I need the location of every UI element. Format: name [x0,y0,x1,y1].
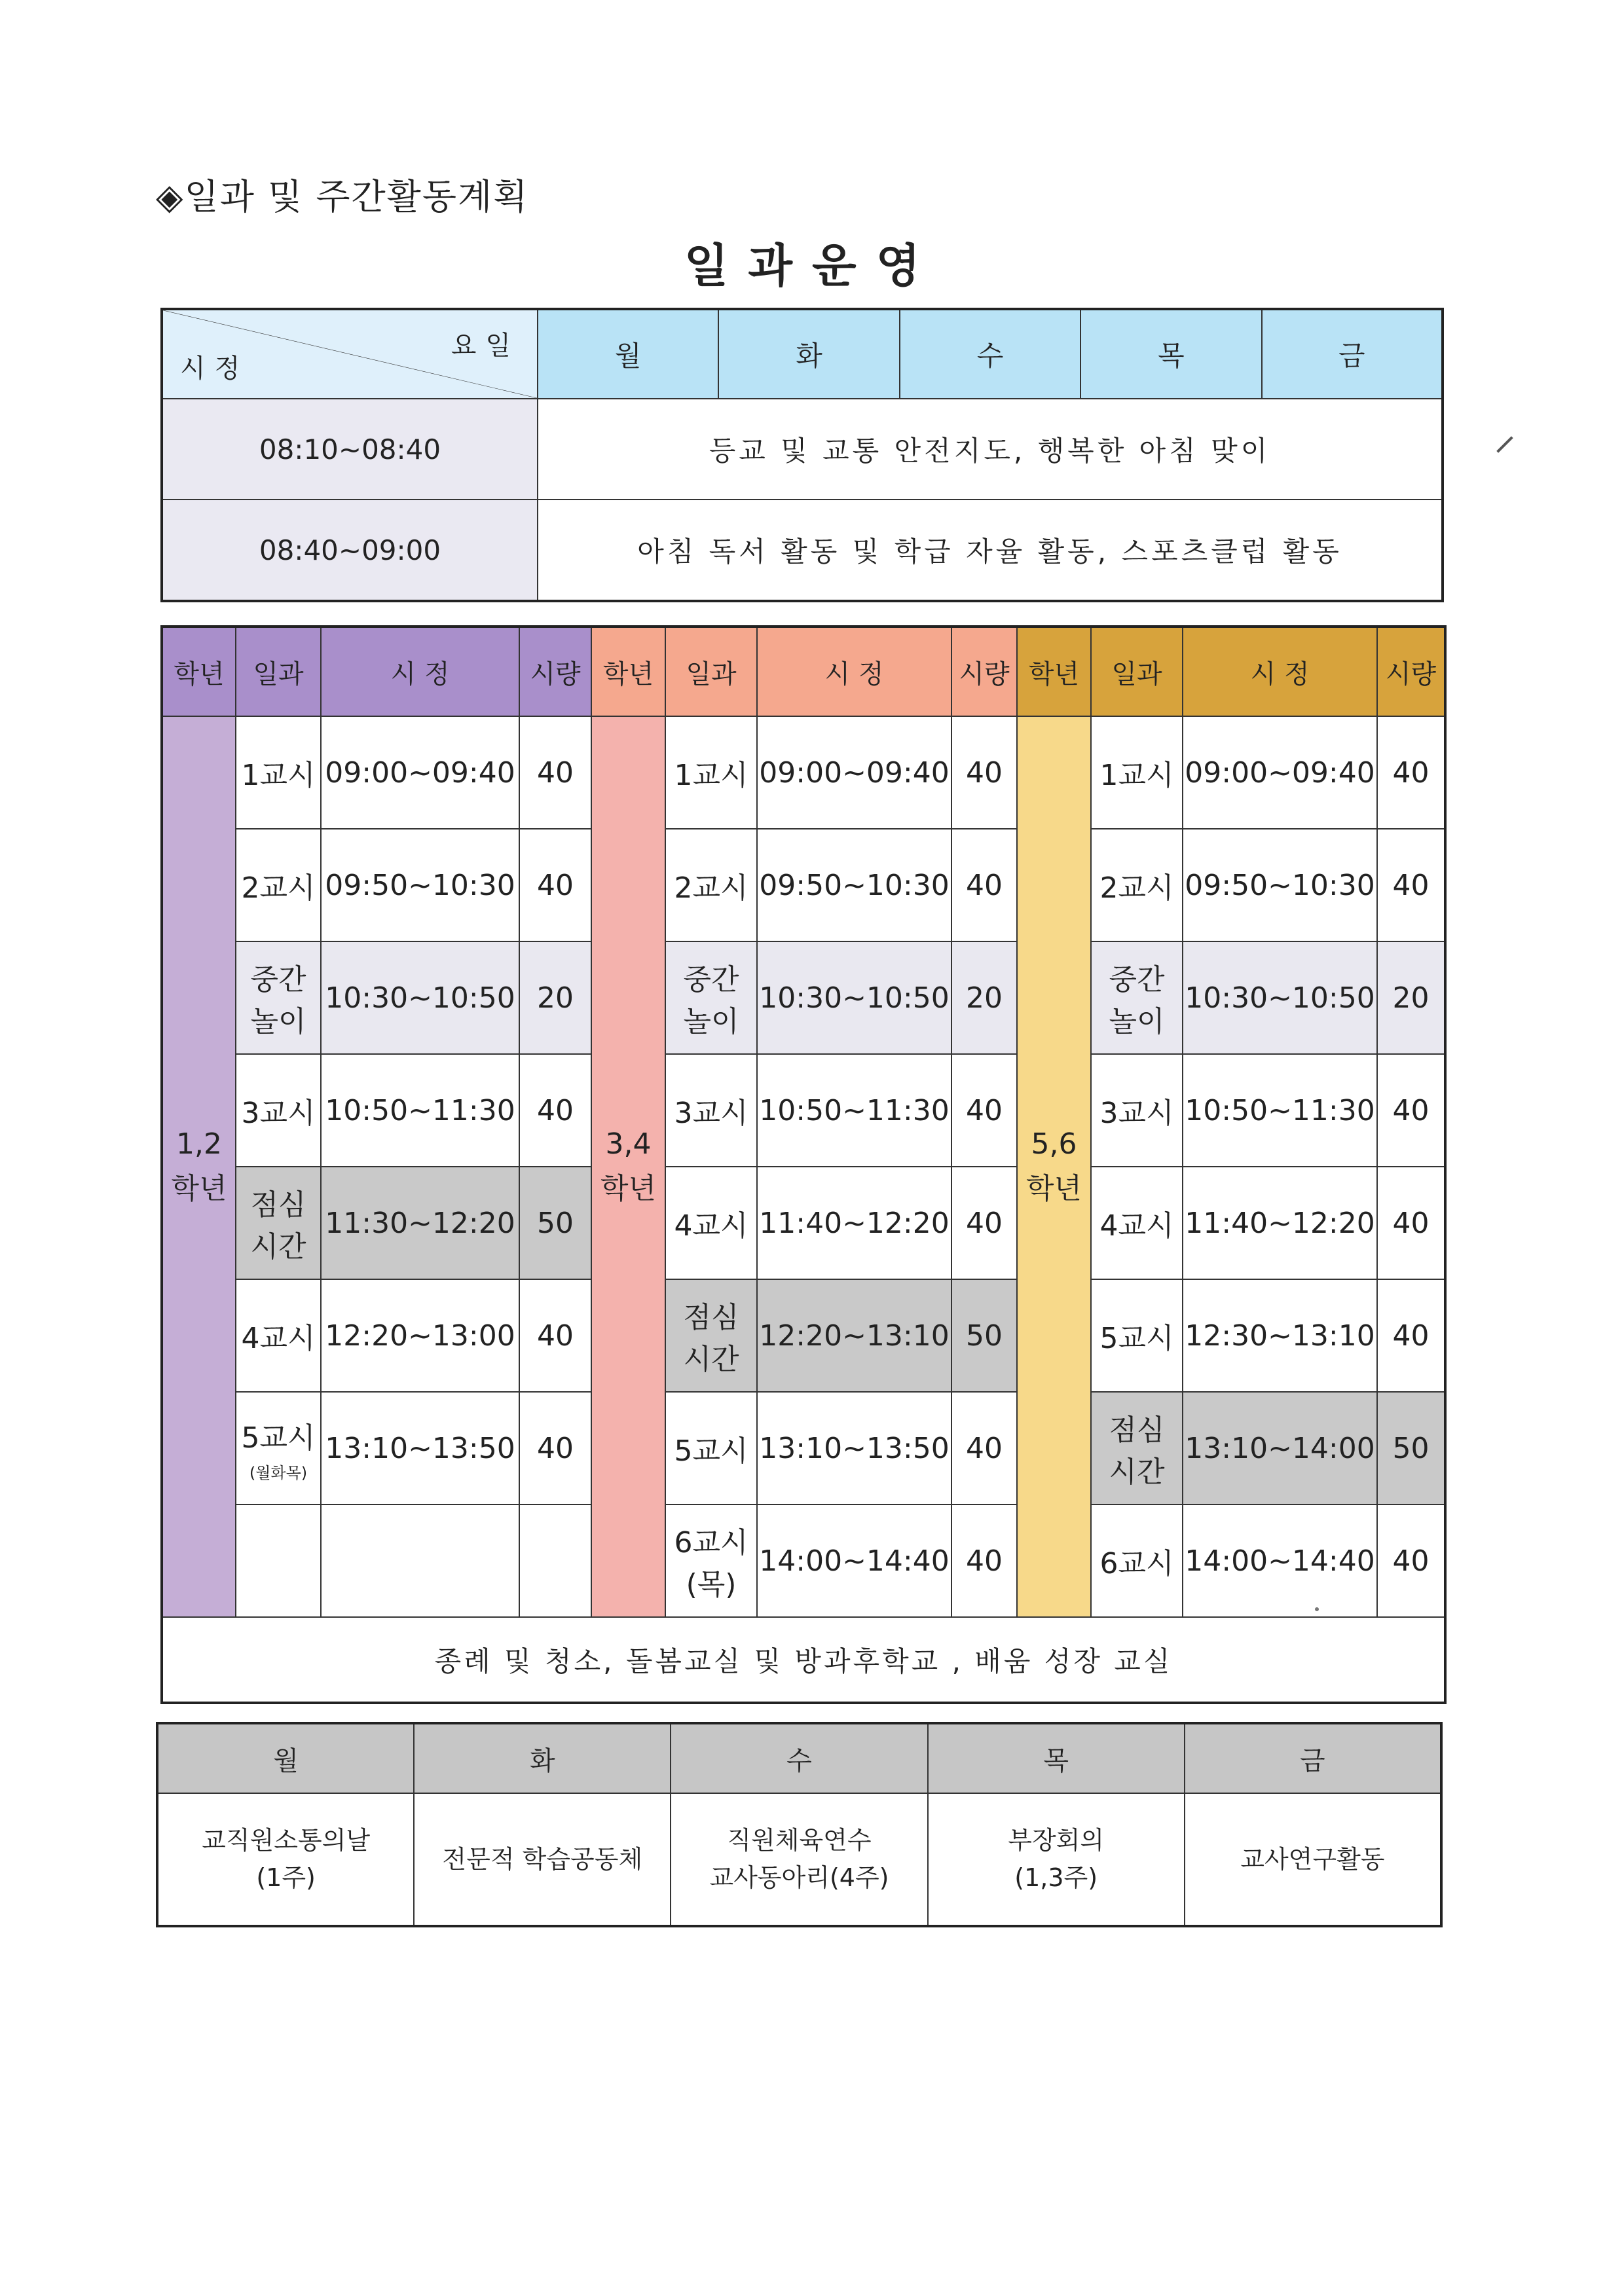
activity-line: 교직원소통의날 [202,1826,371,1855]
weekly-activity-cell [671,1793,927,1926]
period-cell [1091,829,1183,941]
time-cell: 09:00~09:40 [757,716,951,829]
period-label: 점심 시간 [1109,1413,1165,1489]
minutes-header: 시량 [519,627,591,716]
pen-mark [1496,436,1513,452]
minutes-cell: 40 [1377,1054,1445,1167]
grade-schedule-table [160,625,1447,1704]
activity-line: 직원체육연수 [727,1826,872,1855]
period-cell [665,716,757,829]
time-cell: 09:00~09:40 [1183,716,1377,829]
period-cell [1091,1279,1183,1392]
period-label: 2교시 [241,871,316,905]
weekly-activity-cell [1185,1793,1441,1926]
period-label: 점심 시간 [250,1188,306,1264]
period-label: 점심 시간 [683,1301,739,1376]
period-label: 4교시 [1099,1209,1174,1243]
period-cell [236,829,321,941]
section-title: ◈일과 및 주간활동계획 [156,176,529,217]
period-label: 1교시 [674,759,748,792]
grade-cell: 1,2 학년 [162,716,236,1617]
minutes-cell: 40 [951,1167,1017,1279]
day-header: 화 [718,309,899,399]
period-header: 일과 [1091,627,1183,716]
time-cell: 12:30~13:10 [1183,1279,1377,1392]
period-cell [665,1279,757,1392]
day-header: 목 [1080,309,1261,399]
day-header: 월 [538,309,718,399]
period-cell [236,1504,321,1617]
time-cell: 13:10~13:50 [321,1392,519,1504]
time-cell: 10:30~10:50 [1183,941,1377,1054]
period-header: 일과 [665,627,757,716]
period-cell [665,941,757,1054]
day-label: 요일 [451,331,520,361]
day-header: 금 [1262,309,1443,399]
scan-dot [1315,1607,1319,1611]
period-label: 6교시 (목) [674,1526,748,1601]
period-label: 5교시 [674,1434,748,1468]
time-cell: 11:40~12:20 [1183,1167,1377,1279]
minutes-cell: 40 [519,1392,591,1504]
period-label: 5교시 [241,1421,316,1455]
schedule-label: 시정 [180,354,249,384]
minutes-cell: 40 [519,1054,591,1167]
activity-line: (1,3주) [1014,1863,1098,1892]
time-cell: 14:00~14:40 [757,1504,951,1617]
minutes-cell: 20 [951,941,1017,1054]
time-header: 시 정 [321,627,519,716]
time-cell: 09:50~10:30 [321,829,519,941]
minutes-cell [519,1504,591,1617]
time-cell: 08:10~08:40 [162,399,538,500]
time-cell: 11:40~12:20 [757,1167,951,1279]
period-cell [236,1279,321,1392]
minutes-cell: 20 [1377,941,1445,1054]
time-cell: 14:00~14:40 [1183,1504,1377,1617]
minutes-cell: 40 [1377,1504,1445,1617]
period-cell [1091,1167,1183,1279]
day-header: 수 [900,309,1080,399]
time-cell: 11:30~12:20 [321,1167,519,1279]
grade-cell: 5,6 학년 [1017,716,1091,1617]
period-cell [1091,1054,1183,1167]
time-cell: 10:50~11:30 [1183,1054,1377,1167]
weekday-header: 목 [928,1723,1185,1793]
time-cell: 10:30~10:50 [757,941,951,1054]
minutes-cell: 50 [1377,1392,1445,1504]
period-label: 5교시 [1099,1322,1174,1355]
activity-line: 교사연구활동 [1240,1844,1385,1874]
minutes-cell: 40 [951,716,1017,829]
period-cell [236,716,321,829]
weekday-header: 수 [671,1723,927,1793]
activity-cell: 등교 및 교통 안전지도, 행복한 아침 맞이 [538,399,1443,500]
main-title: 일과운영 [684,239,940,293]
period-cell [665,1054,757,1167]
period-cell [236,1054,321,1167]
period-label: 3교시 [1099,1097,1174,1130]
minutes-header: 시량 [951,627,1017,716]
time-cell: 12:20~13:10 [757,1279,951,1392]
daily-routine-table [160,308,1444,602]
minutes-cell: 50 [519,1167,591,1279]
time-cell: 13:10~14:00 [1183,1392,1377,1504]
period-cell [236,941,321,1054]
period-note: (월화목) [249,1463,308,1482]
time-cell: 08:40~09:00 [162,500,538,601]
minutes-cell: 20 [519,941,591,1054]
period-cell [665,1167,757,1279]
period-label: 2교시 [1099,871,1174,905]
activity-line: 전문적 학습공동체 [442,1844,643,1874]
period-cell [1091,1392,1183,1504]
period-label: 중간 놀이 [683,963,739,1038]
footer-note: 종례 및 청소, 돌봄교실 및 방과후학교 , 배움 성장 교실 [162,1617,1445,1703]
time-cell [321,1504,519,1617]
minutes-cell: 40 [1377,716,1445,829]
period-cell [665,1504,757,1617]
weekday-header: 화 [414,1723,671,1793]
minutes-cell: 50 [951,1279,1017,1392]
minutes-header: 시량 [1377,627,1445,716]
minutes-cell: 40 [1377,1279,1445,1392]
minutes-cell: 40 [519,1279,591,1392]
minutes-cell: 40 [1377,829,1445,941]
period-label: 3교시 [241,1097,316,1130]
minutes-cell: 40 [519,829,591,941]
corner-header-cell [162,309,538,399]
time-cell: 09:50~10:30 [1183,829,1377,941]
period-cell [665,1392,757,1504]
weekly-activity-table [156,1722,1443,1927]
time-cell: 10:50~11:30 [321,1054,519,1167]
grade-header: 학년 [591,627,665,716]
time-header: 시 정 [757,627,951,716]
period-label: 4교시 [674,1209,748,1243]
minutes-cell: 40 [1377,1167,1445,1279]
time-cell: 10:50~11:30 [757,1054,951,1167]
grade-header: 학년 [162,627,236,716]
minutes-cell: 40 [951,829,1017,941]
activity-line: 교사동아리(4주) [709,1863,889,1892]
activity-line: 부장회의 [1008,1826,1105,1855]
period-cell [236,1392,321,1504]
period-label: 1교시 [1099,759,1174,792]
weekday-header: 월 [157,1723,414,1793]
time-cell: 09:50~10:30 [757,829,951,941]
minutes-cell: 40 [951,1504,1017,1617]
period-cell [665,829,757,941]
weekly-activity-cell [414,1793,671,1926]
time-cell: 13:10~13:50 [757,1392,951,1504]
period-label: 중간 놀이 [1109,963,1165,1038]
weekday-header: 금 [1185,1723,1441,1793]
activity-cell: 아침 독서 활동 및 학급 자율 활동, 스포츠클럽 활동 [538,500,1443,601]
activity-line: (1주) [256,1863,316,1892]
period-cell [1091,716,1183,829]
period-cell [236,1167,321,1279]
time-header: 시 정 [1183,627,1377,716]
period-label: 3교시 [674,1097,748,1130]
period-label: 4교시 [241,1322,316,1355]
time-cell: 09:00~09:40 [321,716,519,829]
time-cell: 10:30~10:50 [321,941,519,1054]
grade-cell: 3,4 학년 [591,716,665,1617]
period-cell [1091,1504,1183,1617]
period-label: 중간 놀이 [250,963,306,1038]
minutes-cell: 40 [951,1392,1017,1504]
period-label: 2교시 [674,871,748,905]
weekly-activity-cell [928,1793,1185,1926]
weekly-activity-cell [157,1793,414,1926]
period-label: 6교시 [1099,1547,1174,1580]
minutes-cell: 40 [519,716,591,829]
period-header: 일과 [236,627,321,716]
minutes-cell: 40 [951,1054,1017,1167]
period-label: 1교시 [241,759,316,792]
time-cell: 12:20~13:00 [321,1279,519,1392]
period-cell [1091,941,1183,1054]
grade-header: 학년 [1017,627,1091,716]
